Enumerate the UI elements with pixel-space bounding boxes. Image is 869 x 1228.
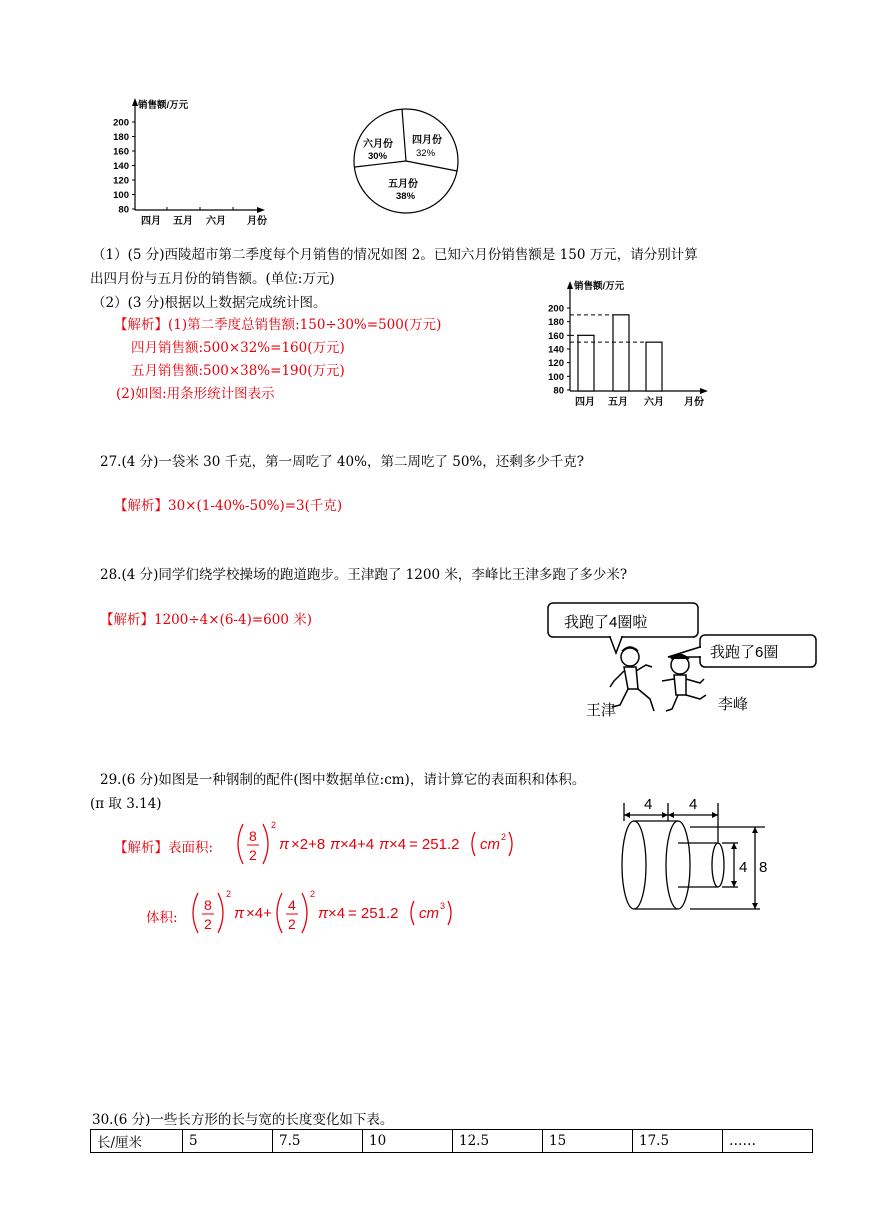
x-tick-label: 六月 bbox=[644, 397, 664, 408]
svg-text:2: 2 bbox=[288, 916, 296, 932]
q29-volume-formula bbox=[190, 887, 470, 939]
q29-surface-label: 【解析】表面积: bbox=[114, 840, 214, 856]
q26-part2: （2）(3 分)根据以上数据完成统计图。 bbox=[92, 295, 327, 311]
x-tick-label: 六月 bbox=[206, 216, 226, 227]
table-cell: 长/厘米 bbox=[91, 1130, 183, 1153]
x-tick-label: 四月 bbox=[141, 216, 161, 227]
svg-text:4: 4 bbox=[288, 897, 296, 913]
surface-result: = 251.2 bbox=[409, 836, 460, 853]
running-kids-illustration bbox=[540, 595, 820, 735]
svg-text:cm: cm bbox=[480, 836, 500, 853]
q30-question: 30.(6 分)一些长方形的长与宽的长度变化如下表。 bbox=[92, 1112, 394, 1128]
dim-label: 4 bbox=[644, 796, 653, 813]
y-tick-label: 120 bbox=[548, 358, 564, 370]
big-cylinder-face bbox=[622, 821, 646, 909]
dim-label: 8 bbox=[759, 859, 768, 876]
svg-text:×2+8: ×2+8 bbox=[291, 836, 326, 853]
q29-surface-formula bbox=[235, 818, 535, 870]
q27-answer: 【解析】30×(1-40%-50%)=3(千克) bbox=[114, 498, 343, 514]
svg-text:×4+: ×4+ bbox=[246, 905, 272, 922]
pie-slice-label: 四月份 bbox=[412, 135, 442, 146]
speech-bubble-2-text: 我跑了6圈 bbox=[710, 644, 779, 661]
q26-answer-line2: 四月销售额:500×32%=160(万元) bbox=[131, 340, 345, 356]
y-tick-label: 160 bbox=[548, 330, 564, 342]
svg-text:×4+4: ×4+4 bbox=[340, 836, 375, 853]
y-tick-label: 160 bbox=[113, 146, 129, 158]
x-tick-label: 五月 bbox=[608, 397, 628, 408]
dim-label: 4 bbox=[739, 859, 748, 876]
table-cell: 10 bbox=[363, 1130, 453, 1153]
y-axis-label: 销售额/万元 bbox=[138, 100, 189, 111]
bar-五月 bbox=[613, 315, 629, 391]
y-tick-label: 200 bbox=[113, 117, 129, 129]
x-axis-arrow bbox=[257, 207, 265, 213]
svg-text:2: 2 bbox=[204, 916, 212, 932]
pie-slice-pct: 38% bbox=[396, 191, 416, 202]
y-tick-label: 80 bbox=[118, 204, 129, 216]
x-tick-label: 五月 bbox=[173, 216, 193, 227]
q26-answer-line4: (2)如图:用条形统计图表示 bbox=[116, 386, 275, 402]
svg-text:8: 8 bbox=[204, 897, 212, 913]
answer-bar-chart bbox=[540, 276, 720, 412]
q29-question: 29.(6 分)如图是一种钢制的配件(图中数据单位:cm)，请计算它的表面积和体积。 bbox=[100, 772, 586, 788]
q29-pi-note: (π 取 3.14) bbox=[90, 796, 162, 812]
y-tick-label: 200 bbox=[548, 303, 564, 315]
svg-text:8: 8 bbox=[249, 828, 257, 844]
svg-text:π: π bbox=[330, 836, 341, 853]
svg-text:2: 2 bbox=[501, 832, 507, 842]
q26-part1-line2: 出四月份与五月份的销售额。(单位:万元) bbox=[90, 271, 335, 287]
bar-四月 bbox=[578, 335, 594, 391]
x-axis-arrow bbox=[700, 388, 708, 394]
svg-text:π: π bbox=[234, 905, 245, 922]
empty-bar-chart bbox=[105, 92, 280, 232]
svg-text:×4: ×4 bbox=[328, 905, 346, 922]
table-cell: …… bbox=[723, 1130, 813, 1153]
table-cell: 15 bbox=[543, 1130, 633, 1153]
y-tick-label: 180 bbox=[548, 317, 564, 329]
pie-slice-pct: 30% bbox=[368, 151, 388, 162]
y-tick-label: 140 bbox=[113, 161, 129, 172]
svg-text:π: π bbox=[279, 836, 290, 853]
q27-question: 27.(4 分)一袋米 30 千克，第一周吃了 40%，第二周吃了 50%，还剩多少千克? bbox=[100, 454, 584, 470]
cylinder-part-diagram bbox=[610, 795, 780, 920]
q26-part1-line1: （1）(5 分)西陵超市第二季度每个月销售的情况如图 2。已知六月份销售额是 150 万元，请分别计算 bbox=[92, 247, 698, 263]
q28-answer: 【解析】1200÷4×(6-4)=600 米) bbox=[100, 612, 312, 628]
table-row bbox=[91, 1130, 813, 1153]
svg-text:π: π bbox=[318, 905, 329, 922]
table-cell: 17.5 bbox=[633, 1130, 723, 1153]
y-tick-label: 100 bbox=[113, 190, 129, 201]
q26-answer-line1: 【解析】(1)第二季度总销售额:150÷30%=500(万元) bbox=[114, 317, 442, 333]
pie-slice-pct: 32% bbox=[416, 148, 436, 159]
y-axis-label: 销售额/万元 bbox=[574, 281, 625, 292]
svg-text:2: 2 bbox=[249, 847, 257, 863]
svg-text:×4: ×4 bbox=[389, 836, 407, 853]
pie-slice-label: 五月份 bbox=[388, 179, 418, 190]
runner-wangjin bbox=[610, 647, 654, 711]
svg-text:3: 3 bbox=[440, 901, 446, 911]
y-tick-label: 180 bbox=[113, 132, 129, 143]
q28-question: 28.(4 分)同学们绕学校操场的跑道跑步。王津跑了 1200 米，李峰比王津多跑了多少米? bbox=[100, 567, 628, 583]
svg-text:2: 2 bbox=[310, 889, 316, 899]
table-cell: 12.5 bbox=[453, 1130, 543, 1153]
q29-volume-label: 体积: bbox=[146, 910, 178, 926]
table-cell: 5 bbox=[183, 1130, 273, 1153]
x-axis-label: 月份 bbox=[684, 397, 704, 408]
x-axis-label: 月份 bbox=[247, 216, 267, 227]
y-axis-arrow bbox=[567, 281, 573, 289]
svg-text:2: 2 bbox=[271, 820, 277, 830]
y-tick-label: 120 bbox=[113, 175, 129, 187]
dim-label: 4 bbox=[689, 796, 698, 813]
length-table bbox=[90, 1129, 813, 1153]
x-tick-label: 四月 bbox=[575, 397, 595, 408]
table-cell: 7.5 bbox=[273, 1130, 363, 1153]
y-tick-label: 140 bbox=[548, 344, 564, 356]
bar-六月 bbox=[646, 342, 662, 391]
pie-chart bbox=[350, 106, 462, 216]
volume-result: = 251.2 bbox=[348, 905, 399, 922]
svg-text:2: 2 bbox=[226, 889, 232, 899]
name-label-lifeng: 李峰 bbox=[718, 696, 749, 713]
svg-text:π: π bbox=[379, 836, 390, 853]
y-tick-label: 100 bbox=[548, 371, 564, 383]
y-tick-label: 80 bbox=[553, 385, 564, 397]
q26-answer-line3: 五月销售额:500×38%=190(万元) bbox=[131, 363, 345, 379]
name-label-wangjin: 王津 bbox=[586, 702, 617, 719]
svg-text:cm: cm bbox=[419, 905, 439, 922]
small-cylinder-face bbox=[712, 843, 724, 887]
pie-slice-label: 六月份 bbox=[363, 139, 393, 150]
speech-bubble-1-text: 我跑了4圈啦 bbox=[564, 614, 648, 631]
